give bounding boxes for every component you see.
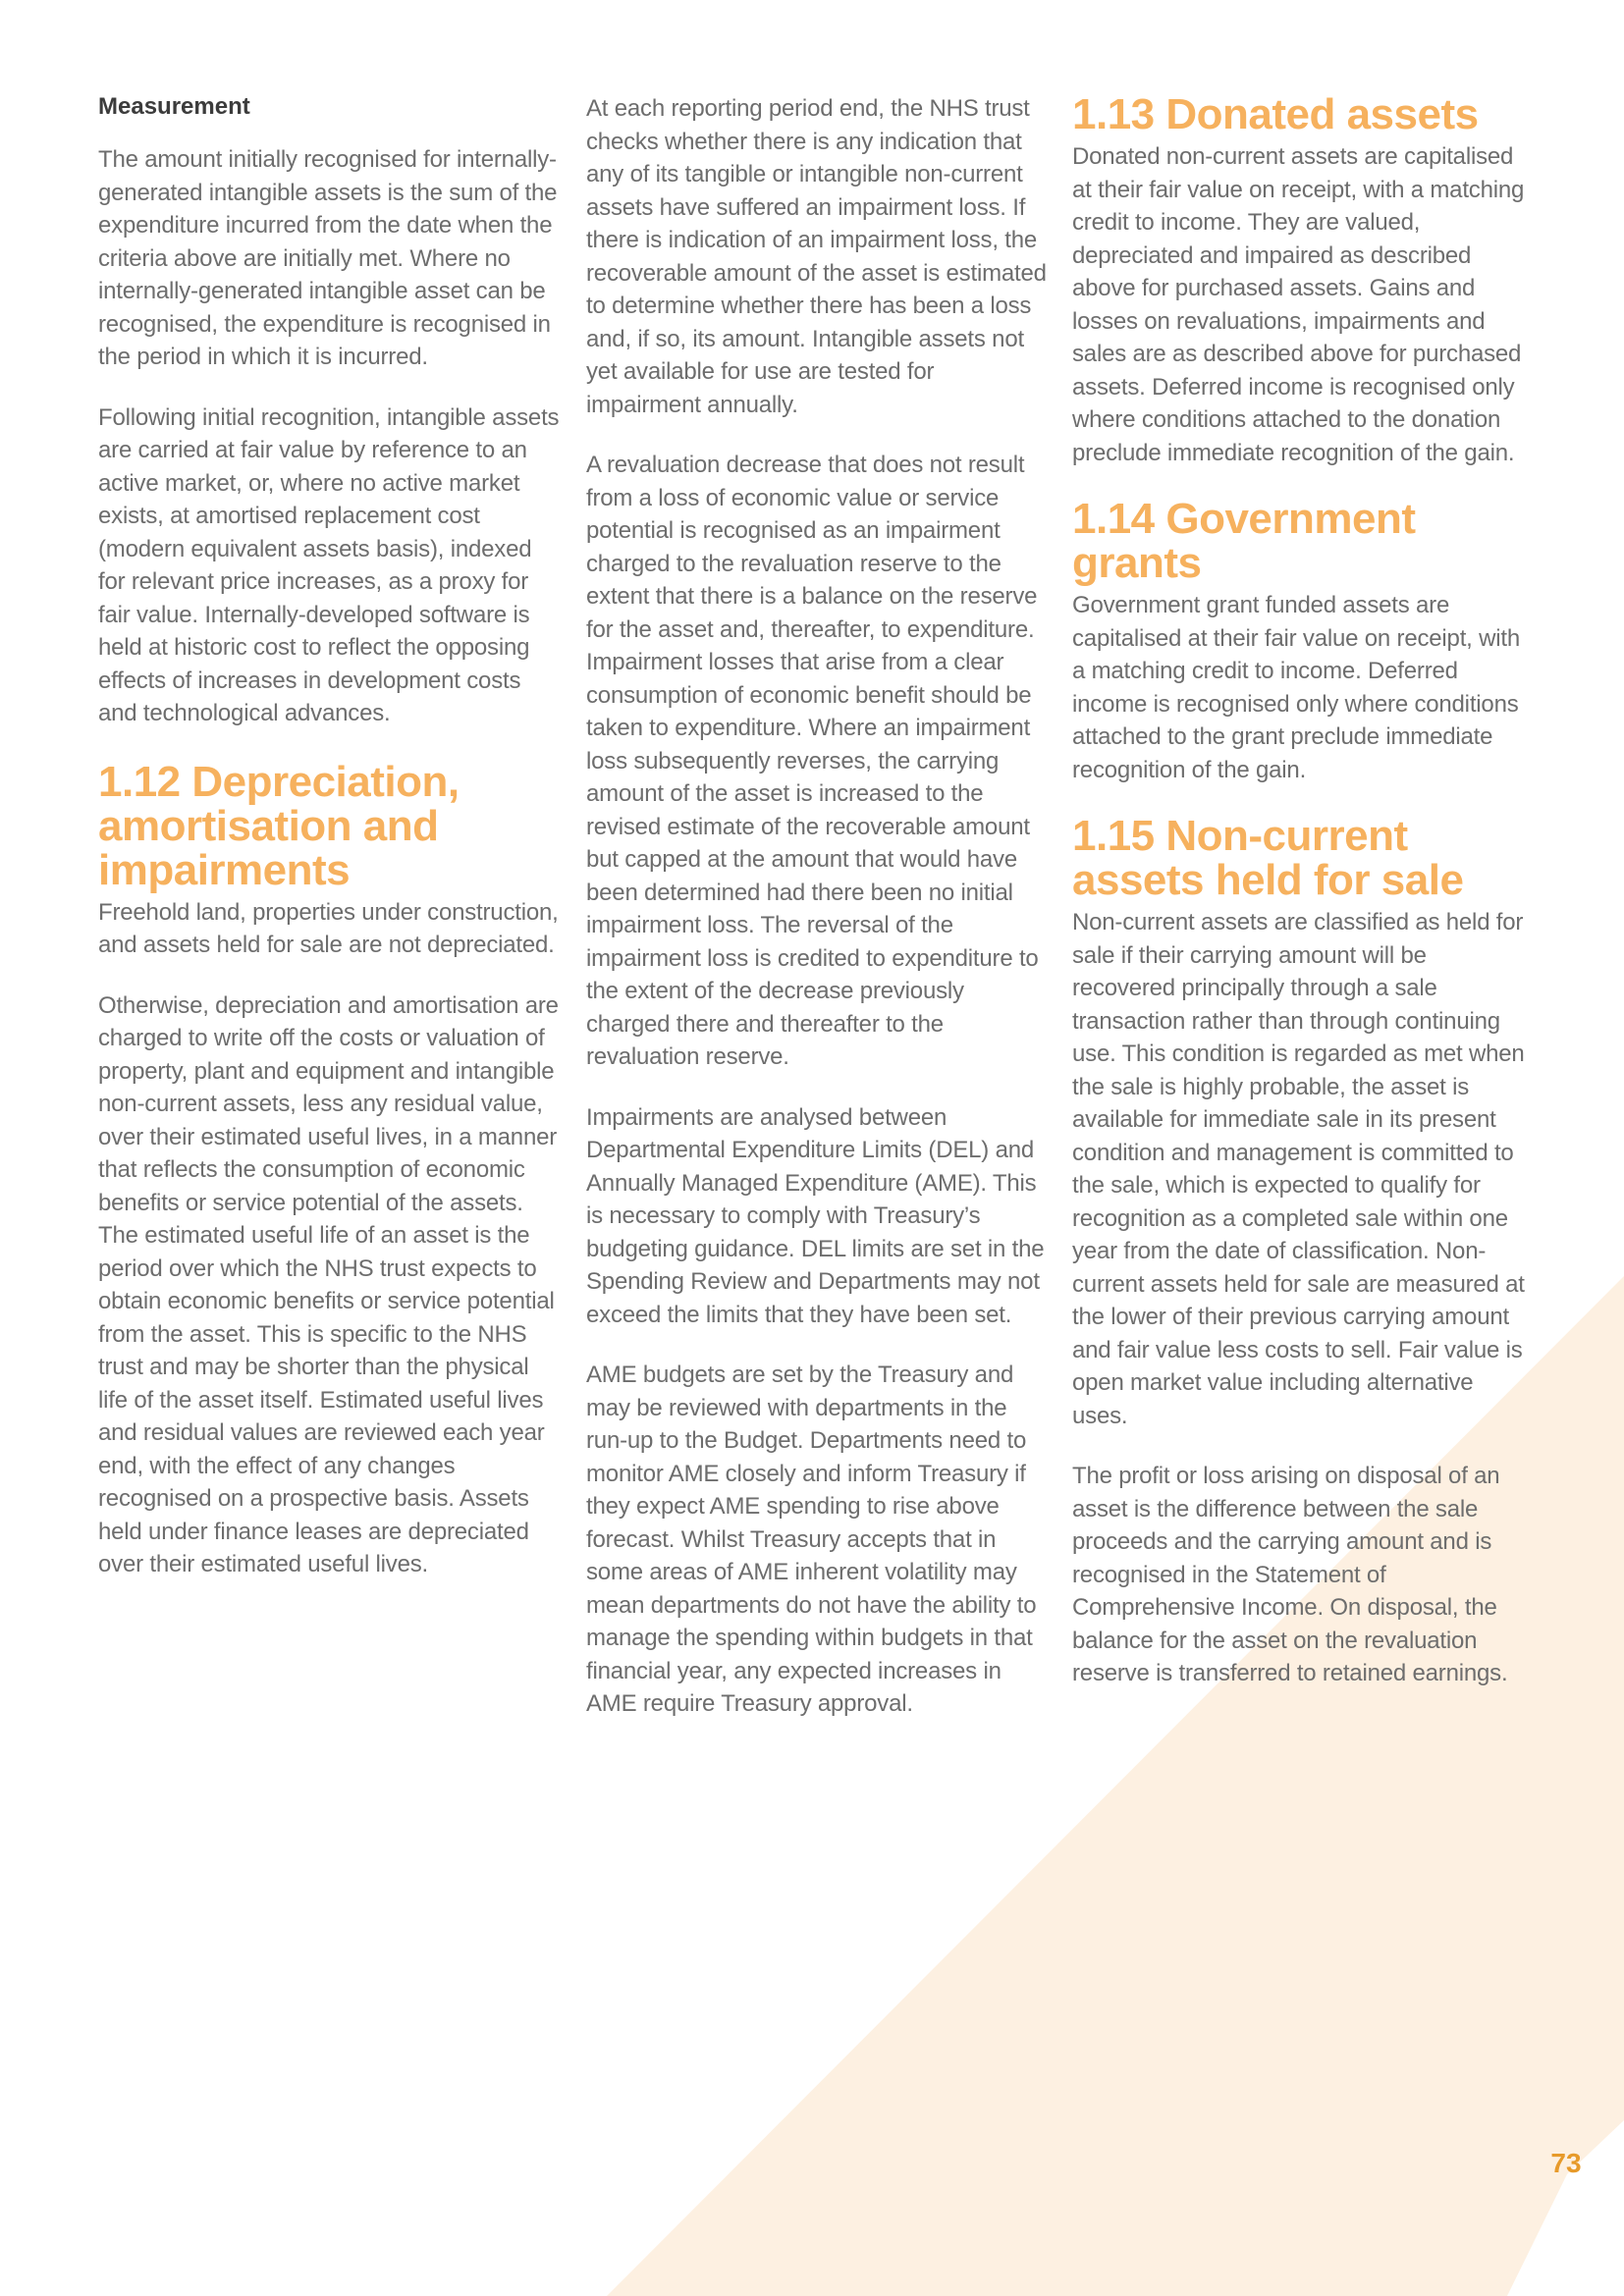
paragraph: Government grant funded assets are capitalised at their fair value on receipt, with a matching credit to income. Deferred income is recognised only where conditions attached to the grant preclude immediate recognition of the gain. (1072, 592, 1520, 783)
section-heading-1-14: 1.14 Government grants (1072, 495, 1416, 587)
column-left (98, 92, 560, 1609)
column-middle (586, 92, 1048, 1748)
paragraph: A revaluation decrease that does not result from a loss of economic value or service potential is recognised as an impairment charged to the revaluation reserve to the extent that there is a balance on the reserve for the asset and, thereafter, to expenditure. Impairment losses that arise from a clear consumption of economic benefit should be taken to expenditure. Where an impairment loss subsequently reverses, the carrying amount of the asset is increased to the revised estimate of the recoverable amount but capped at the amount that would have been determined had there been no initial impairment loss. The reversal of the impairment loss is credited to expenditure to the extent of the decrease previously charged there and thereafter to the revaluation reserve. (586, 452, 1039, 1070)
paragraph: Following initial recognition, intangible assets are carried at fair value by reference to an active market, or, where no active market exists, at amortised replacement cost (modern equivalent assets basis), indexed for relevant price increases, as a proxy for fair value. Internally-developed software is held at historic cost to reflect the opposing effects of increases in development costs and technological advances. (98, 403, 560, 726)
page-number: 73 (1550, 2148, 1582, 2178)
section-heading-1-12: 1.12 Depreciation, amortisation and impairments (98, 757, 460, 894)
paragraph: Otherwise, depreciation and amortisation are charged to write off the costs or valuation of property, plant and equipment and intangible non-current assets, less any residual value, over their estimated useful lives, in a manner that reflects the consumption of economic benefits or service potential of the assets. The estimated useful life of an asset is the period over which the NHS trust expects to obtain economic benefits or service potential from the asset. This is specific to the NHS trust and may be shorter than the physical life of the asset itself. Estimated useful lives and residual values are reviewed each year end, with the effect of any changes recognised on a prospective basis. Assets held under finance leases are depreciated over their estimated useful lives. (98, 991, 559, 1577)
paragraph: AME budgets are set by the Treasury and may be reviewed with departments in the run-up to the Budget. Departments need to monitor AME closely and inform Treasury if they expect AME spending to rise above forecast. Whilst Treasury accepts that in some areas of AME inherent volatility may mean departments do not have the ability to manage the spending within budgets in that financial year, any expected increases in AME require Treasury approval. (586, 1362, 1037, 1717)
section-heading-1-15: 1.15 Non-current assets held for sale (1072, 812, 1464, 904)
paragraph: Impairments are analysed between Departmental Expenditure Limits (DEL) and Annually Managed Expenditure (AME). This is necessary to comply with Treasury’s budgeting guidance. DEL limits are set in the Spending Review and Departments may not exceed the limits that they have been set. (586, 1103, 1045, 1328)
paragraph: At each reporting period end, the NHS trust checks whether there is any indication that any of its tangible or intangible non-current assets have suffered an impairment loss. If there is indication of an impairment loss, the recoverable amount of the asset is estimated to determine whether there has been a loss and, if so, its amount. Intangible assets not yet available for use are tested for impairment annually. (586, 95, 1047, 418)
paragraph: The amount initially recognised for internally-generated intangible assets is the sum of the expenditure incurred from the date when the criteria above are initially met. Where no internally-generated intangible asset can be recognised, the expenditure is recognised in the period in which it is incurred. (98, 146, 558, 370)
paragraph: Freehold land, properties under construction, and assets held for sale are not depreciated. (98, 898, 559, 958)
paragraph: The profit or loss arising on disposal of an asset is the difference between the sale proceeds and the carrying amount and is recognised in the Statement of Comprehensive Income. On disposal, the balance for the asset on the revaluation reserve is transferred to retained earnings. (1072, 1463, 1508, 1686)
paragraph: Non-current assets are classified as held for sale if their carrying amount will be recovered principally through a sale transaction rather than through continuing use. This condition is regarded as met when the sale is highly probable, the asset is available for immediate sale in its present condition and management is committed to the sale, which is expected to qualify for recognition as a completed sale within one year from the date of classification. Non-current assets held for sale are measured at the lower of their previous carrying amount and fair value less costs to sell. Fair value is open market value including alternative uses. (1072, 909, 1525, 1429)
measurement-heading: Measurement (98, 93, 250, 120)
column-right (1072, 92, 1534, 1718)
section-heading-1-13: 1.13 Donated assets (1072, 90, 1479, 138)
paragraph: Donated non-current assets are capitalised at their fair value on receipt, with a matching credit to income. They are valued, depreciated and impaired as described above for purchased assets. Gains and losses on revaluations, impairments and sales are as described above for purchased assets. Deferred income is recognised only where conditions attached to the donation preclude immediate recognition of the gain. (1072, 143, 1525, 466)
